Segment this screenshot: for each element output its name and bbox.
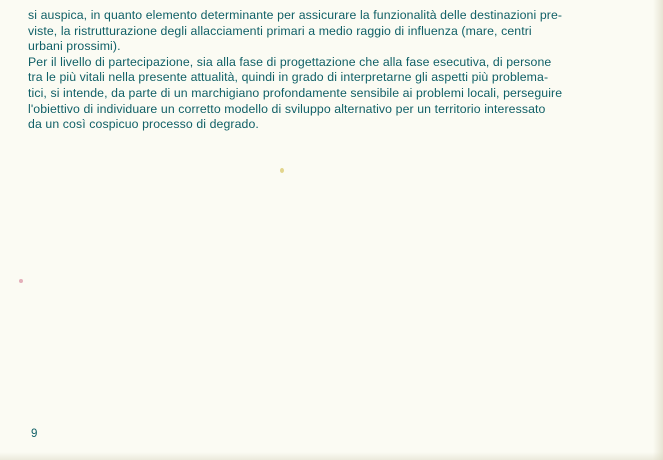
paper-speck-pink	[19, 279, 23, 283]
paragraph-1	[28, 8, 638, 55]
text-line	[28, 24, 638, 40]
text-line	[28, 102, 638, 118]
text-line-content: Per il livello di partecipazione, sia alla fase di progettazione che alla fase esecutiva, di persone	[28, 54, 552, 69]
page-number: 9	[31, 428, 38, 440]
text-line-content: tra le più vitali nella presente attualità, quindi in grado di interpretarne gli aspetti più problema-	[28, 70, 549, 85]
text-line	[28, 55, 638, 71]
text-line-content: si auspica, in quanto elemento determinante per assicurare la funzionalità delle destinazioni pre-	[28, 8, 563, 22]
text-line-content: tici, si intende, da parte di un marchigiano profondamente sensibile ai problemi locali, perseguire	[28, 85, 563, 100]
text-line	[28, 39, 638, 55]
paragraph-2	[28, 55, 638, 133]
text-line-content: viste, la ristrutturazione degli allacciamenti primari a medio raggio di influenza (mare, centri	[28, 23, 532, 38]
text-line	[28, 70, 638, 86]
text-line-content: l'obiettivo di individuare un corretto modello di sviluppo alternativo per un territorio interessato	[28, 101, 546, 116]
text-line	[28, 86, 638, 102]
body-text	[28, 8, 638, 133]
text-line	[28, 8, 638, 24]
page-bottom-shading	[0, 452, 663, 460]
paper-speck-yellow	[280, 168, 284, 173]
text-line-content: da un così cospicuo processo di degrado.	[28, 117, 259, 132]
page-edge-shading	[653, 0, 663, 460]
text-line-content: urbani prossimi).	[28, 39, 121, 54]
text-line	[28, 117, 638, 133]
